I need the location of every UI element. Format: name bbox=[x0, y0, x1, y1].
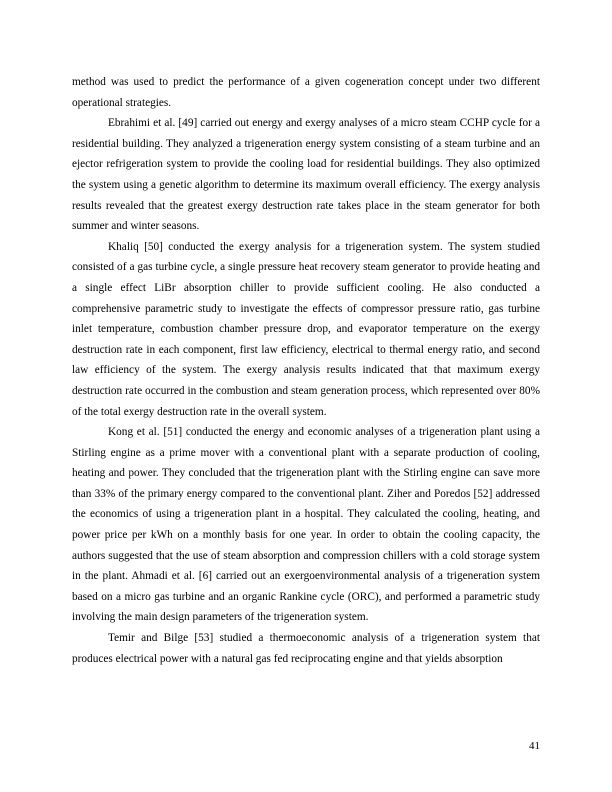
body-text bbox=[72, 72, 540, 669]
paragraph-ebrahimi: Ebrahimi et al. [49] carried out energy and exergy analyses of a micro steam CCHP cycle for a residential building. They analyzed a trigeneration energy system consisting of a steam turbine and an ejector refrigeration system to provide the cooling load for residential buildings. They also optimized the system using a genetic algorithm to determine its maximum overall efficiency. The exergy analysis results revealed that the greatest exergy destruction rate takes place in the steam generator for both summer and winter seasons. bbox=[72, 117, 540, 233]
paragraph-kong: Kong et al. [51] conducted the energy and economic analyses of a trigeneration plant using a Stirling engine as a prime mover with a conventional plant with a separate production of cooling, heating and power. They concluded that the trigeneration plant with the Stirling engine can save more than 33% of the primary energy compared to the conventional plant. Ziher and Poredos [52] addressed the economics of using a trigeneration plant in a hospital. They calculated the cooling, heating, and power price per kWh on a monthly basis for one year. In order to obtain the cooling capacity, the authors suggested that the use of steam absorption and compression chillers with a cold storage system in the plant. Ahmadi et al. [6] carried out an exergoenvironmental analysis of a trigeneration system based on a micro gas turbine and an organic Rankine cycle (ORC), and performed a parametric study involving the main design parameters of the trigeneration system. bbox=[72, 426, 540, 624]
paragraph-temir: Temir and Bilge [53] studied a thermoeconomic analysis of a trigeneration system that produces electrical power with a natural gas fed reciprocating engine and that yields absorption bbox=[72, 632, 540, 665]
paragraph-khaliq: Khaliq [50] conducted the exergy analysis for a trigeneration system. The system studied consisted of a gas turbine cycle, a single pressure heat recovery steam generator to provide heating and a single effect LiBr absorption chiller to provide sufficient cooling. He also conducted a comprehensive parametric study to investigate the effects of compressor pressure ratio, gas turbine inlet temperature, combustion chamber pressure drop, and evaporator temperature on the exergy destruction rate in each component, first law efficiency, electrical to thermal energy ratio, and second law efficiency of the system. The exergy analysis results indicated that that maximum exergy destruction rate occurred in the combustion and steam generation process, which represented over 80% of the total exergy destruction rate in the overall system. bbox=[72, 240, 540, 418]
paragraph-continuation: method was used to predict the performance of a given cogeneration concept under two different operational strategies. bbox=[72, 76, 540, 109]
page-number: 41 bbox=[529, 740, 540, 752]
